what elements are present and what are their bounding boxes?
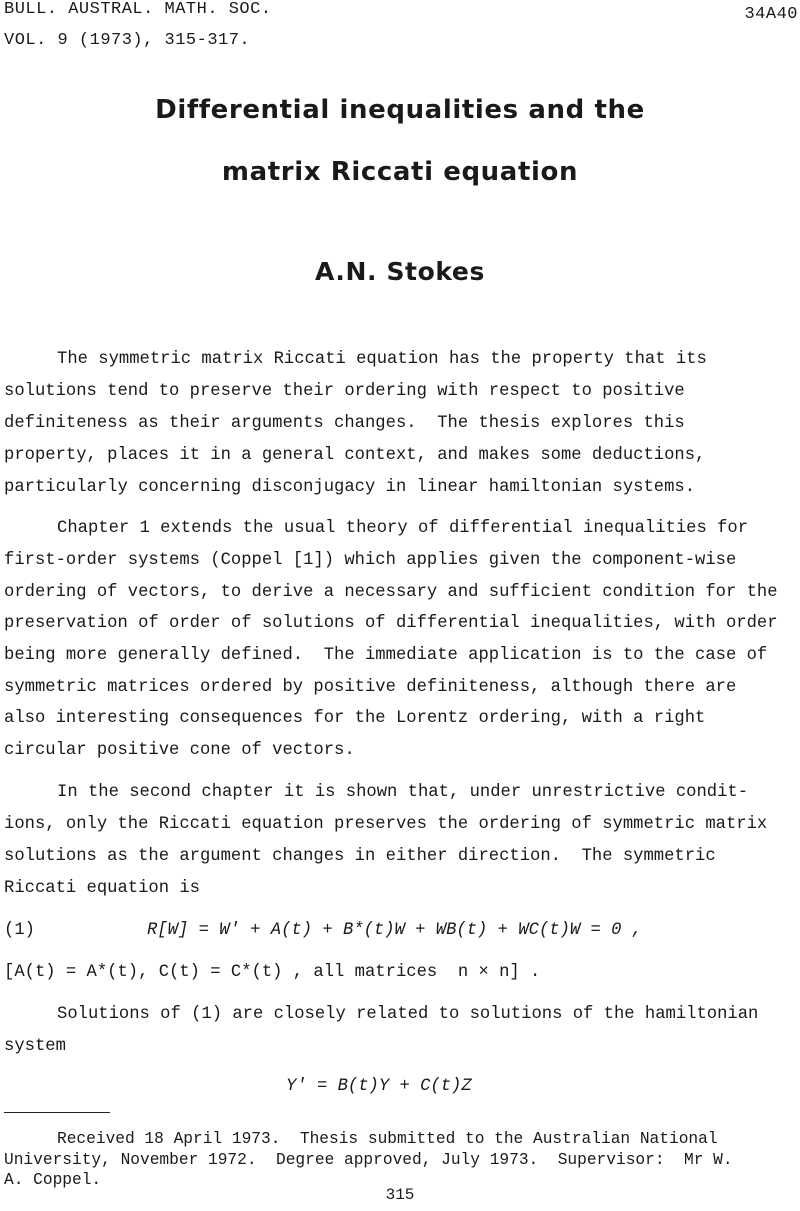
- title-line-1: Differential inequalities and the: [155, 95, 645, 125]
- page-number: 315: [385, 1186, 415, 1204]
- footnote-line: University, November 1972. Degree approved, July 1973. Supervisor: Mr W.: [4, 1151, 733, 1169]
- text-line: ions, only the Riccati equation preserves the ordering of symmetric matrix: [4, 815, 768, 834]
- text-line: circular positive cone of vectors.: [4, 741, 355, 760]
- footnote-rule: [4, 1112, 110, 1113]
- text-line: system: [4, 1037, 66, 1056]
- text-line: Solutions of (1) are closely related to solutions of the hamiltonian: [57, 1005, 759, 1024]
- text-line: property, places it in a general context, and makes some deductions,: [4, 446, 706, 465]
- text-line: also interesting consequences for the Lorentz ordering, with a right: [4, 709, 706, 728]
- text-line: definiteness as their arguments changes. The thesis explores this: [4, 414, 685, 433]
- classification-code: 34A40: [744, 5, 798, 24]
- text-line: being more generally defined. The immediate application is to the case of: [4, 646, 768, 665]
- equation-body: R[W] = W' + A(t) + B*(t)W + WB(t) + WC(t)W = 0 ,: [147, 921, 643, 940]
- text-line: particularly concerning disconjugacy in linear hamiltonian systems.: [4, 478, 696, 497]
- equation-label: (1): [4, 921, 35, 940]
- footnote-line: Received 18 April 1973. Thesis submitted to the Australian National: [57, 1130, 718, 1148]
- title-line-2: matrix Riccati equation: [221, 157, 579, 187]
- text-line: In the second chapter it is shown that, under unrestrictive condit-: [57, 783, 749, 802]
- volume-info: VOL. 9 (1973), 315-317.: [4, 31, 251, 50]
- text-line: preservation of order of solutions of differential inequalities, with order: [4, 614, 778, 633]
- text-line: Riccati equation is: [4, 879, 200, 898]
- text-line: first-order systems (Coppel [1]) which applies given the component-wise: [4, 551, 737, 570]
- text-line: The symmetric matrix Riccati equation has the property that its: [57, 350, 707, 369]
- author: A.N. Stokes: [315, 257, 485, 286]
- text-line: Chapter 1 extends the usual theory of differential inequalities for: [57, 519, 749, 538]
- text-line: symmetric matrices ordered by positive definiteness, although there are: [4, 678, 737, 697]
- equation-condition: [A(t) = A*(t), C(t) = C*(t) , all matrices n × n] .: [4, 963, 541, 982]
- footnote-line: A. Coppel.: [4, 1171, 102, 1189]
- equation-hamiltonian: Y' = B(t)Y + C(t)Z: [286, 1077, 472, 1096]
- text-line: ordering of vectors, to derive a necessary and sufficient condition for the: [4, 583, 778, 602]
- text-line: solutions tend to preserve their ordering with respect to positive: [4, 382, 685, 401]
- journal-name: BULL. AUSTRAL. MATH. SOC.: [4, 0, 272, 19]
- text-line: solutions as the argument changes in either direction. The symmetric: [4, 847, 716, 866]
